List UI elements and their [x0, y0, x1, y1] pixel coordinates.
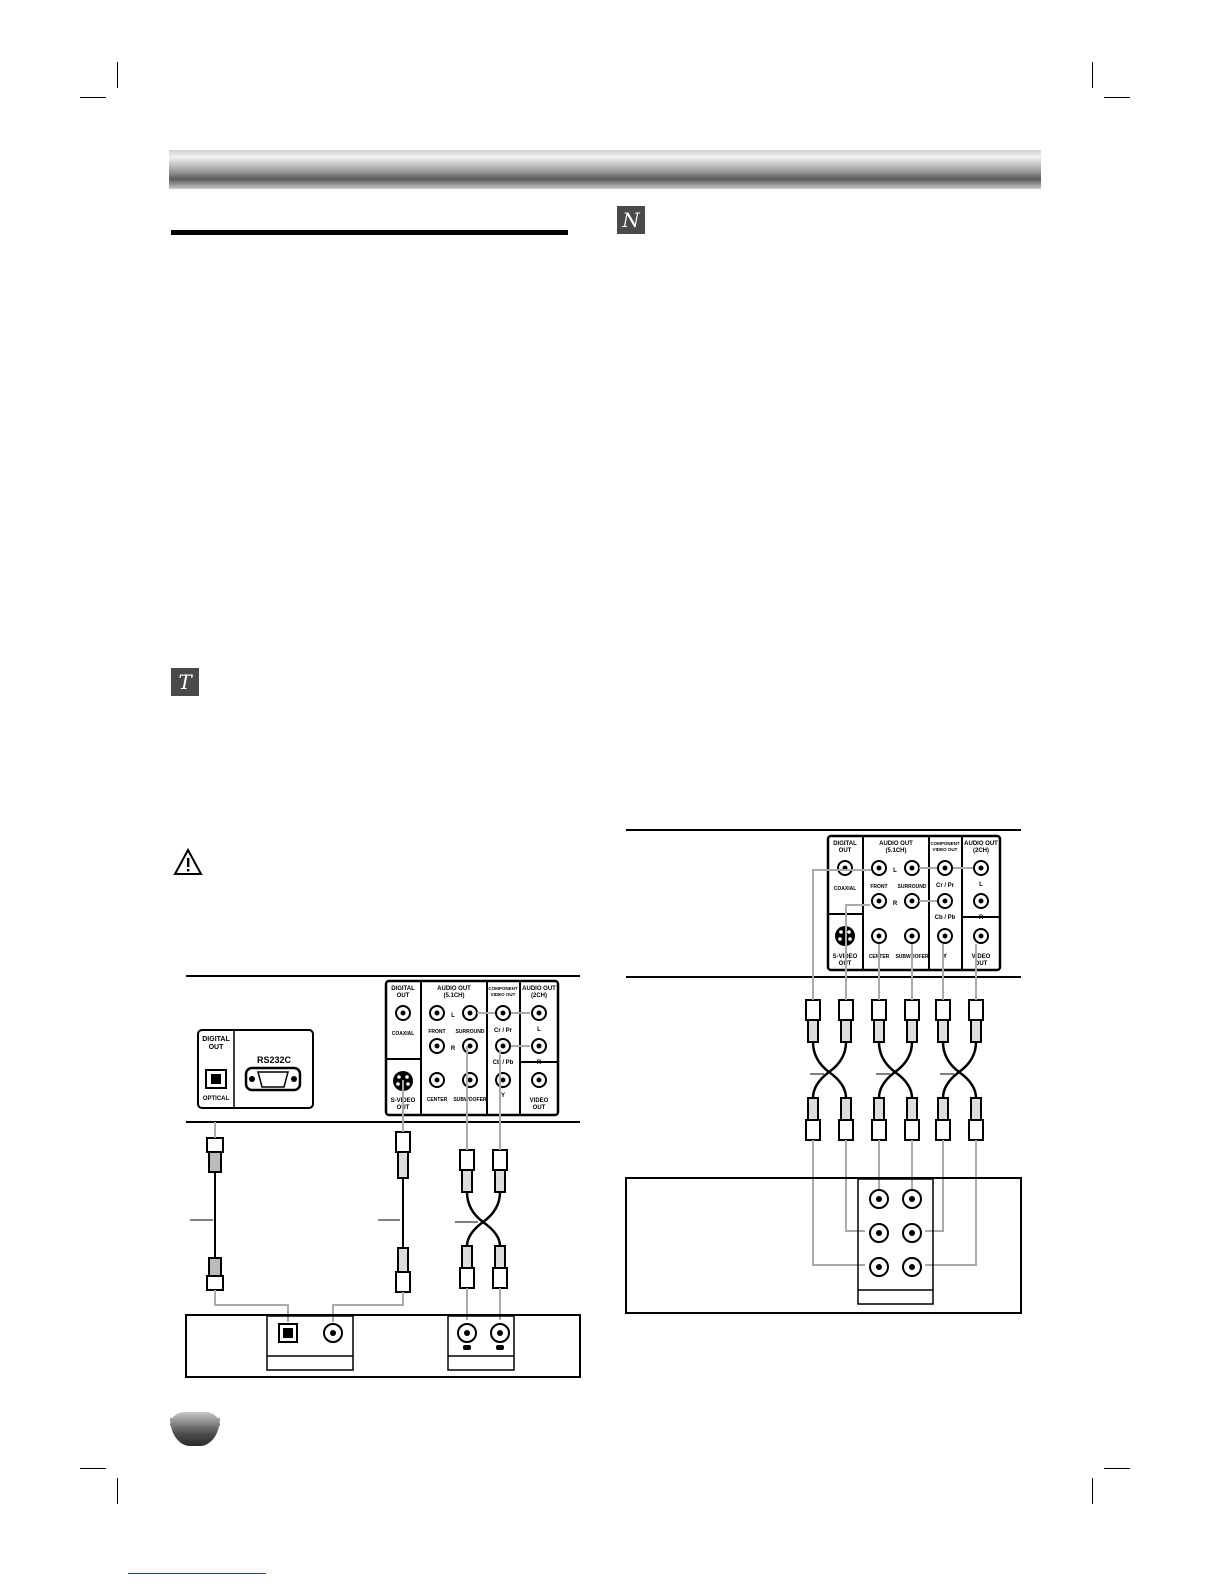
component-label-2: VIDEO OUT	[490, 992, 516, 997]
digital-out-label: DIGITAL	[391, 986, 415, 992]
cables-left	[190, 1122, 507, 1292]
cr-pr-label: Cr / Pr	[493, 1028, 513, 1034]
receiver-left	[186, 1315, 580, 1377]
surround-label: SURROUND	[897, 884, 927, 890]
r-label: R	[978, 915, 984, 921]
coaxial-label: COAXIAL	[391, 1031, 415, 1037]
component-label: COMPONENT	[488, 986, 518, 991]
audio-2ch-label-2: (2CH)	[973, 848, 989, 854]
digital-out-label-2: OUT	[396, 993, 410, 999]
optical-label: OPTICAL	[202, 1096, 230, 1102]
cb-pb-label: Cb / Pb	[492, 1060, 514, 1066]
rear-panel-right	[828, 836, 1000, 970]
audio-out-label: AUDIO OUT	[437, 986, 471, 992]
receiver-right	[626, 1178, 1021, 1313]
note-icon: N	[622, 208, 640, 232]
audio-2ch-label: AUDIO OUT	[964, 841, 998, 847]
audio-out-label-2: (5.1CH)	[885, 848, 907, 854]
cb-pb-label: Cb / Pb	[934, 915, 956, 921]
center-label: CENTER	[868, 954, 890, 960]
svideo-label: S-VIDEO	[390, 1098, 416, 1104]
subwoofer-label: SUBWOOFER	[895, 954, 929, 960]
audio-out-label-2: (5.1CH)	[443, 993, 465, 999]
svideo-label-2: OUT	[396, 1105, 410, 1111]
coaxial-label: COAXIAL	[833, 886, 857, 892]
tip-icon: T	[178, 670, 192, 694]
digital-out-label-2: OUT	[208, 1044, 224, 1051]
rear-panel-left	[386, 981, 558, 1115]
video-out-label-2: OUT	[974, 961, 988, 967]
center-label: CENTER	[426, 1097, 448, 1103]
audio-out-label: AUDIO OUT	[879, 841, 913, 847]
y-label: Y	[500, 1093, 506, 1099]
r-label: R	[892, 901, 898, 907]
svideo-label-2: OUT	[838, 961, 852, 967]
component-label: COMPONENT	[930, 841, 960, 846]
audio-2ch-label-2: (2CH)	[531, 993, 547, 999]
footer-link-underline[interactable]	[128, 1573, 266, 1574]
front-label: FRONT	[428, 1029, 446, 1035]
l-label: L	[979, 882, 983, 888]
subwoofer-label: SUBWOOFER	[453, 1097, 487, 1103]
rs232c-label: RS232C	[256, 1055, 292, 1065]
l-label: L	[893, 868, 897, 874]
svideo-label: S-VIDEO	[832, 954, 858, 960]
l-label: L	[537, 1027, 541, 1033]
video-out-label: VIDEO	[971, 954, 991, 960]
front-label: FRONT	[870, 884, 888, 890]
surround-label: SURROUND	[455, 1029, 485, 1035]
component-label-2: VIDEO OUT	[932, 847, 958, 852]
r-label: R	[450, 1046, 456, 1052]
y-label: Y	[942, 954, 948, 960]
r-label: R	[536, 1060, 542, 1066]
audio-2ch-label: AUDIO OUT	[522, 986, 556, 992]
cables-right	[806, 1000, 983, 1140]
digital-out-label: DIGITAL	[202, 1036, 230, 1043]
l-label: L	[451, 1013, 455, 1019]
digital-out-label: DIGITAL	[833, 841, 857, 847]
cr-pr-label: Cr / Pr	[935, 883, 955, 889]
video-out-label-2: OUT	[532, 1105, 546, 1111]
video-out-label: VIDEO	[529, 1098, 549, 1104]
digital-out-label-2: OUT	[838, 848, 852, 854]
